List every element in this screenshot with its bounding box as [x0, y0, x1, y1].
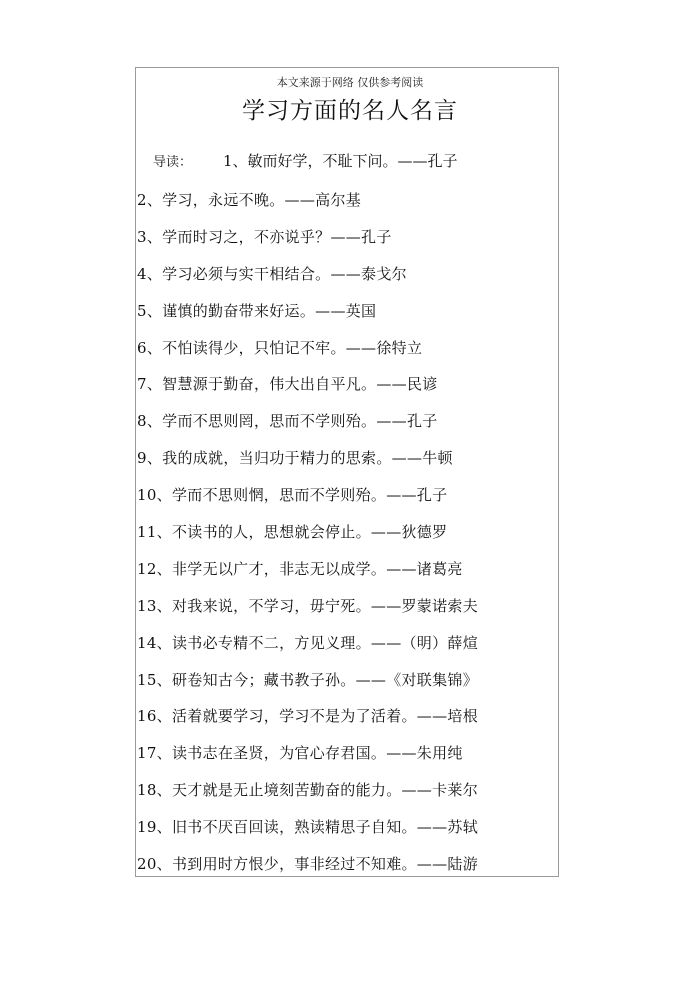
quote-item: 4、学习必须与实干相结合。——泰戈尔 [137, 264, 407, 283]
intro-line [153, 150, 458, 174]
document-title: 学习方面的名人名言 [242, 98, 458, 124]
quote-item: 11、不读书的人，思想就会停止。——狄德罗 [137, 523, 448, 542]
quote-1: 1、敏而好学，不耻下问。——孔子 [223, 152, 458, 170]
quote-item: 20、书到用时方恨少，事非经过不知难。——陆游 [137, 855, 478, 874]
quote-item: 17、读书志在圣贤，为官心存君国。——朱用纯 [137, 744, 463, 763]
quote-item: 8、学而不思则罔，思而不学则殆。——孔子 [137, 412, 438, 431]
quote-item: 12、非学无以广才，非志无以成学。——诸葛亮 [137, 559, 463, 578]
quote-item: 16、活着就要学习，学习不是为了活着。——培根 [137, 707, 478, 726]
quote-item: 15、研卷知古今；藏书教子孙。——《对联集锦》 [137, 670, 478, 689]
quote-item: 7、智慧源于勤奋，伟大出自平凡。——民谚 [137, 375, 438, 394]
quote-item: 6、不怕读得少，只怕记不牢。——徐特立 [137, 338, 423, 357]
quote-item: 19、旧书不厌百回读，熟读精思子自知。——苏轼 [137, 818, 478, 837]
quote-item: 10、学而不思则惘，思而不学则殆。——孔子 [137, 486, 448, 505]
source-note: 本文来源于网络 仅供参考阅读 [276, 76, 424, 89]
intro-label: 导读： [153, 155, 193, 170]
quote-item: 9、我的成就，当归功于精力的思索。——牛顿 [137, 449, 453, 468]
quote-item: 18、天才就是无止境刻苦勤奋的能力。——卡莱尔 [137, 781, 478, 800]
quote-item: 5、谨慎的勤奋带来好运。——英国 [137, 301, 377, 320]
quote-list [137, 188, 478, 889]
quote-item: 14、读书必专精不二，方见义理。——（明）薛煊 [137, 633, 478, 652]
quote-item: 13、对我来说，不学习，毋宁死。——罗蒙诺索夫 [137, 596, 478, 615]
quote-item: 3、学而时习之，不亦说乎？——孔子 [137, 227, 392, 246]
quote-item: 2、学习，永远不晚。——高尔基 [137, 191, 362, 209]
